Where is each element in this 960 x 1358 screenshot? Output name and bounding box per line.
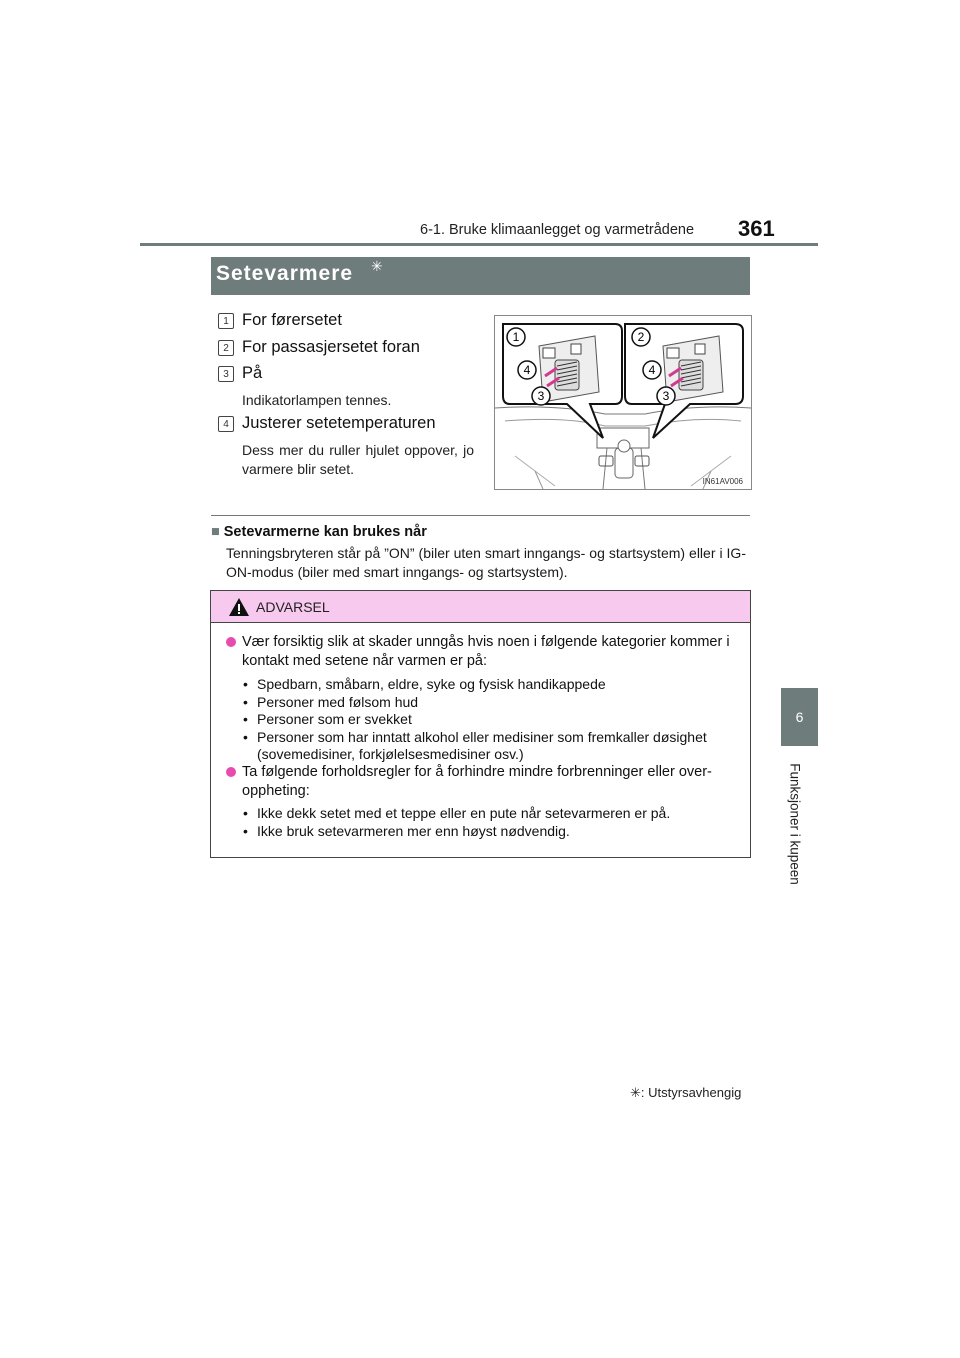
sublist-item: • Personer som er svekket bbox=[243, 711, 743, 729]
chapter-tab-label-text: Funksjoner i kupeen bbox=[787, 763, 803, 885]
footnote bbox=[630, 1085, 741, 1101]
note-body: Tenningsbryteren står på ”ON” (biler uten smart inngangs- og startsystem) eller i IG-ON-modus (biler med smart inngangs- og startsystem). bbox=[226, 545, 746, 580]
warning-sublist-2 bbox=[243, 805, 743, 840]
item-desc-4: Dess mer du ruller hjulet oppover, jo varmere blir setet. bbox=[242, 442, 474, 477]
warning-box bbox=[210, 590, 751, 858]
chapter-tab-number: 6 bbox=[795, 709, 804, 725]
warning-sublist-1 bbox=[243, 676, 743, 764]
asterisk-icon: ✳ bbox=[630, 1085, 641, 1100]
warning-header bbox=[211, 591, 750, 623]
figure-code: IN61AV006 bbox=[702, 477, 743, 486]
note-heading-text: Setevarmerne kan brukes når bbox=[223, 524, 427, 540]
asterisk-icon: ✳ bbox=[371, 258, 383, 274]
warning-bullet-1: Vær forsiktig slik at skader unngås hvis noen i følgende kategorier kommer i kontakt med setene når varmen er på: bbox=[242, 634, 730, 669]
item-label-1: For førersetet bbox=[242, 311, 342, 329]
sublist-item: • Ikke bruk setevarmeren mer enn høyst nødvendig. bbox=[243, 823, 743, 841]
item-number-3: 3 bbox=[218, 366, 234, 382]
chapter-title: 6-1. Bruke klimaanlegget og varmetrådene bbox=[420, 222, 695, 238]
warning-title: ADVARSEL bbox=[256, 599, 330, 615]
item-label-3: På bbox=[242, 364, 263, 382]
seat-heater-illustration bbox=[494, 315, 752, 490]
item-label-4: Justerer setetemperaturen bbox=[242, 414, 436, 432]
callout-3-right: 3 bbox=[662, 389, 670, 403]
callout-4-left: 4 bbox=[523, 363, 531, 377]
item-number-2: 2 bbox=[218, 340, 234, 356]
warning-triangle-icon bbox=[228, 597, 250, 622]
warning-bullet-2: Ta følgende forholdsregler for å forhindre mindre forbrenninger eller over-oppheting: bbox=[242, 764, 712, 799]
bullet-dot-icon bbox=[226, 637, 236, 647]
item-number-4: 4 bbox=[218, 416, 234, 432]
square-bullet-icon: ■ bbox=[211, 524, 220, 540]
chapter-tab[interactable] bbox=[781, 688, 818, 746]
footnote-text: : Utstyrsavhengig bbox=[640, 1085, 742, 1100]
note-heading bbox=[211, 524, 427, 540]
callout-1: 1 bbox=[512, 330, 520, 344]
sublist-item: • Ikke dekk setet med et teppe eller en pute når setevarmeren er på. bbox=[243, 805, 743, 823]
item-number-1: 1 bbox=[218, 313, 234, 329]
chapter-tab-label bbox=[785, 759, 805, 889]
sublist-item: • Personer som har inntatt alkohol eller medisiner som fremkaller døsighet (sovemedisiner, forkjølelsesmedisiner osv.) bbox=[243, 729, 743, 764]
callout-2: 2 bbox=[637, 330, 645, 344]
page-number: 361 bbox=[738, 216, 775, 241]
item-label-2: For passasjersetet foran bbox=[242, 338, 420, 356]
item-desc-3: Indikatorlampen tennes. bbox=[242, 392, 392, 408]
note-divider bbox=[211, 515, 750, 516]
sublist-item: • Spedbarn, småbarn, eldre, syke og fysisk handikappede bbox=[243, 676, 743, 694]
sublist-item: • Personer med følsom hud bbox=[243, 694, 743, 712]
section-title: Setevarmere bbox=[216, 262, 354, 285]
header-rule bbox=[140, 243, 818, 246]
dashboard-drawing bbox=[495, 316, 751, 489]
bullet-dot-icon bbox=[226, 767, 236, 777]
callout-3-left: 3 bbox=[537, 389, 545, 403]
callout-4-right: 4 bbox=[648, 363, 656, 377]
